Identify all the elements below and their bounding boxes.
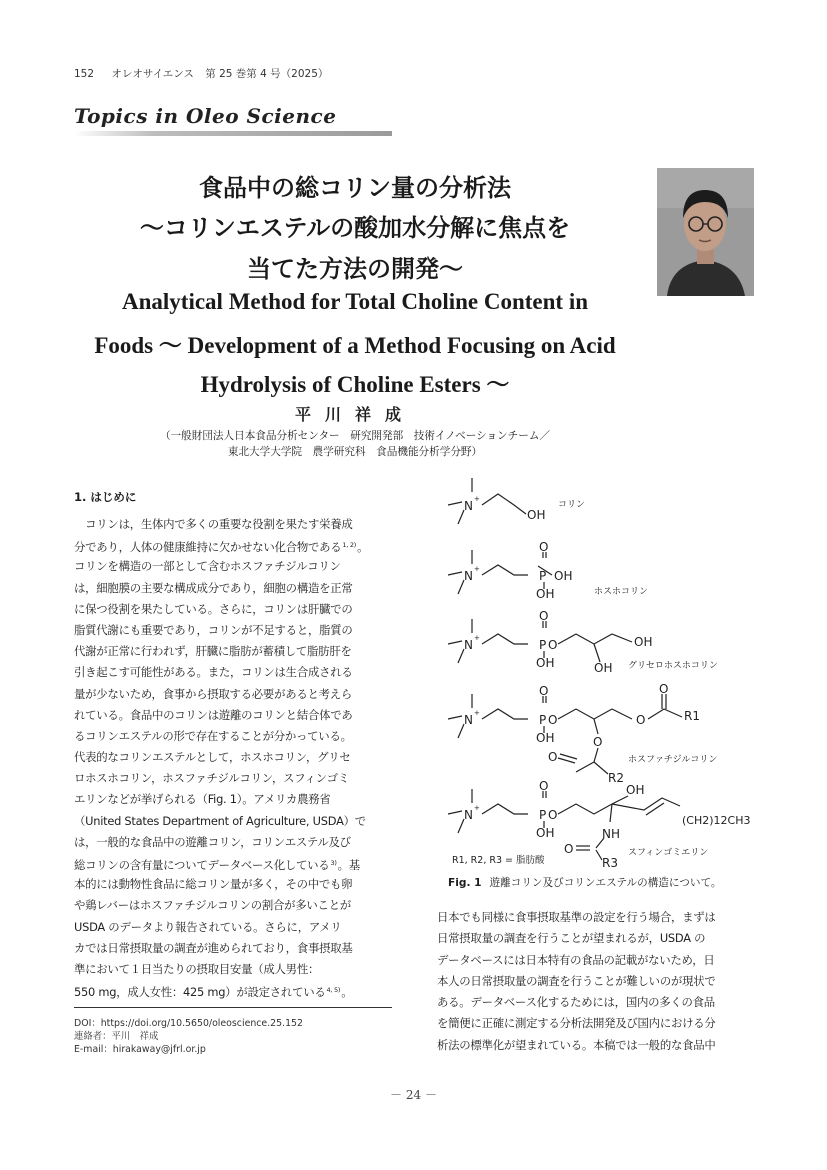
svg-text:NH: NH <box>602 827 620 841</box>
svg-text:N: N <box>464 638 473 652</box>
svg-text:P: P <box>539 569 547 583</box>
body-line: 日常摂取量の調査を行うことが望まれるが，USDA の <box>437 931 706 946</box>
svg-text:O: O <box>539 779 549 793</box>
svg-text:O: O <box>539 540 549 554</box>
svg-text:O: O <box>593 735 603 749</box>
body-line: 日本でも同様に食事摂取基準の設定を行う場合，まずは <box>437 910 716 924</box>
svg-text:O: O <box>548 750 558 764</box>
svg-text:O: O <box>539 684 549 698</box>
svg-text:OH: OH <box>594 661 613 675</box>
author-name: 平川祥成 <box>294 405 415 424</box>
svg-text:P: P <box>539 808 547 822</box>
svg-text:OH: OH <box>554 569 573 583</box>
figure-1-structures <box>436 472 766 872</box>
label-phosphocholine: ホスホコリン <box>594 587 649 597</box>
body-line: 本的には動物性食品に総コリン量が多く，その中でも卵 <box>74 877 353 892</box>
page-number: － 24 － <box>390 1088 437 1102</box>
header-journal: オレオサイエンス <box>111 68 194 80</box>
svg-text:P: P <box>539 638 547 652</box>
label-phosphatidylcholine: ホスファチジルコリン <box>628 755 718 765</box>
svg-text:O: O <box>548 808 558 822</box>
body-line: 脂質代謝にも重要であり，コリンが不足すると，脂質の <box>74 622 353 637</box>
svg-text:N: N <box>464 713 473 727</box>
label-sphingomyelin: スフィンゴミエリン <box>628 848 709 858</box>
svg-text:R2: R2 <box>608 771 624 785</box>
title-en-line-2: Foods ～ Development of a Method Focusing on Acid <box>94 333 616 358</box>
svg-text:+: + <box>474 804 480 812</box>
body-line: 550 mg，成人女性：425 mg）が設定されている$^{4, 5)}$。 <box>74 985 353 1000</box>
section-body <box>74 514 394 1001</box>
svg-text:OH: OH <box>527 508 546 522</box>
body-line: ロホスホコリン，ホスファチジルコリン，スフィンゴミ <box>74 771 350 786</box>
svg-text:O: O <box>636 713 646 727</box>
svg-text:OH: OH <box>536 587 555 601</box>
svg-text:O: O <box>548 713 558 727</box>
header-volume: 第 25 巻第 4 号（2025） <box>205 68 329 80</box>
svg-text:OH: OH <box>536 826 555 840</box>
body-line: 析法の標準化が望まれている。本稿では一般的な食品中 <box>437 1037 716 1052</box>
body-line: 代表的なコリンエステルとして，ホスホコリン，グリセ <box>74 750 351 765</box>
author-photo <box>657 168 754 296</box>
title-jp-line-1: 食品中の総コリン量の分析法 <box>199 174 511 202</box>
svg-text:N: N <box>464 499 473 513</box>
body-line: エリンなどが挙げられる（Fig. 1）。アメリカ農務省 <box>74 792 331 807</box>
footnote-doi: DOI：https://doi.org/10.5650/oleoscience.25.152 <box>74 1018 303 1029</box>
figure-caption-text: 遊離コリン及びコリンエステルの構造について。 <box>489 877 722 889</box>
title-jp-line-3: 当てた方法の開発～ <box>247 255 463 283</box>
citation-ref: 3) <box>330 859 337 867</box>
svg-text:O: O <box>548 638 558 652</box>
body-line: 準において１日当たりの摂取目安量（成人男性： <box>74 961 320 976</box>
svg-text:R3: R3 <box>602 856 618 870</box>
body-line: カでは日常摂取量の調査が進められており，食事摂取基 <box>74 940 353 955</box>
svg-text:OH: OH <box>634 635 653 649</box>
footnote-rule <box>74 1007 392 1008</box>
svg-text:OH: OH <box>536 656 555 670</box>
body-line: 引き起こす可能性がある。また，コリンは生合成される <box>74 665 353 680</box>
body-line: データベースには日本特有の食品の記載がないため，日 <box>437 952 715 967</box>
footnote-contact: 連絡者：平川 祥成 <box>74 1031 159 1042</box>
title-en-line-3: Hydrolysis of Choline Esters ～ <box>200 372 510 397</box>
body-line: れている。食品中のコリンは遊離のコリンと結合体であ <box>74 707 353 722</box>
citation-ref: 1, 2) <box>342 541 357 550</box>
body-line: コリンを構造の一部として含むホスファチジルコリン <box>74 559 341 574</box>
body-line: は，細胞膜の主要な構成成分であり，細胞の構造を正常 <box>74 580 353 595</box>
figure-caption <box>448 875 721 890</box>
svg-text:O: O <box>539 609 549 623</box>
label-glycerophosphocholine: グリセロホスホコリン <box>628 661 718 671</box>
figure-label: Fig. 1 <box>448 877 482 889</box>
svg-text:+: + <box>474 565 480 573</box>
svg-text:N: N <box>464 808 473 822</box>
body-line: 分であり，人体の健康維持に欠かせない化合物である$^{1, 2)}$。 <box>74 540 369 555</box>
svg-text:P: P <box>539 713 547 727</box>
title-jp-line-2: ～コリンエステルの酸加水分解に焦点を <box>139 214 571 242</box>
body-line: 代謝が正常に行われず，肝臓に脂肪が蓄積して脂肪肝を <box>74 644 352 659</box>
running-header <box>74 66 328 81</box>
label-r-groups: R1, R2, R3 = 脂肪酸 <box>452 855 545 866</box>
header-page-number: 152 <box>74 68 95 80</box>
affiliation-line-2: 東北大学大学院 農学研究科 食品機能分析学分野） <box>227 446 483 458</box>
svg-text:R1: R1 <box>684 709 700 723</box>
svg-text:N: N <box>464 569 473 583</box>
svg-text:(CH2)12CH3: (CH2)12CH3 <box>682 814 751 827</box>
series-title: Topics in Oleo Science <box>74 104 337 128</box>
svg-text:+: + <box>474 495 480 503</box>
body-line: るコリンエステルの形で存在することが分かっている。 <box>74 728 352 743</box>
svg-text:+: + <box>474 634 480 642</box>
body-line: USDA のデータより報告されている。さらに，アメリ <box>74 919 342 934</box>
svg-text:O: O <box>659 682 669 696</box>
series-title-underline <box>74 131 392 136</box>
svg-text:O: O <box>564 842 574 856</box>
footnote-email: E-mail：hirakaway@jfrl.or.jp <box>74 1044 206 1055</box>
body-line: や鶏レバーはホスファチジルコリンの割合が多いことが <box>74 898 351 913</box>
right-column-text <box>437 907 755 1056</box>
svg-text:OH: OH <box>536 731 555 745</box>
svg-text:+: + <box>474 709 480 717</box>
body-line: 総コリンの含有量についてデータベース化している$^{3)}$。基 <box>74 858 360 872</box>
body-line: 量が少ないため，食事から摂取する必要があると考えら <box>74 686 353 701</box>
body-line: 本人の日常摂取量の調査を行うことが難しいのが現状で <box>437 973 716 988</box>
body-line: ある。データベース化するためには，国内の多くの食品 <box>437 995 715 1010</box>
body-line: は，一般的な食品中の遊離コリン，コリンエステル及び <box>74 834 351 849</box>
affiliation-line-1: （一般財団法人日本食品分析センター 研究開発部 技術イノベーションチーム／ <box>159 430 551 442</box>
body-line: （United States Department of Agriculture, USDA）で <box>74 813 366 828</box>
svg-text:OH: OH <box>626 783 645 797</box>
label-choline: コリン <box>558 500 586 510</box>
body-line: を簡便に正確に測定する分析法開発及び国内における分 <box>437 1016 716 1031</box>
body-line: コリンは，生体内で多くの重要な役割を果たす栄養成 <box>74 517 353 531</box>
title-en-line-1: Analytical Method for Total Choline Content in <box>122 289 588 314</box>
citation-ref: 4, 5) <box>326 986 341 995</box>
body-line: に保つ役割を果たしている。さらに，コリンは肝臓での <box>74 601 353 616</box>
section-heading: 1. はじめに <box>74 490 137 504</box>
